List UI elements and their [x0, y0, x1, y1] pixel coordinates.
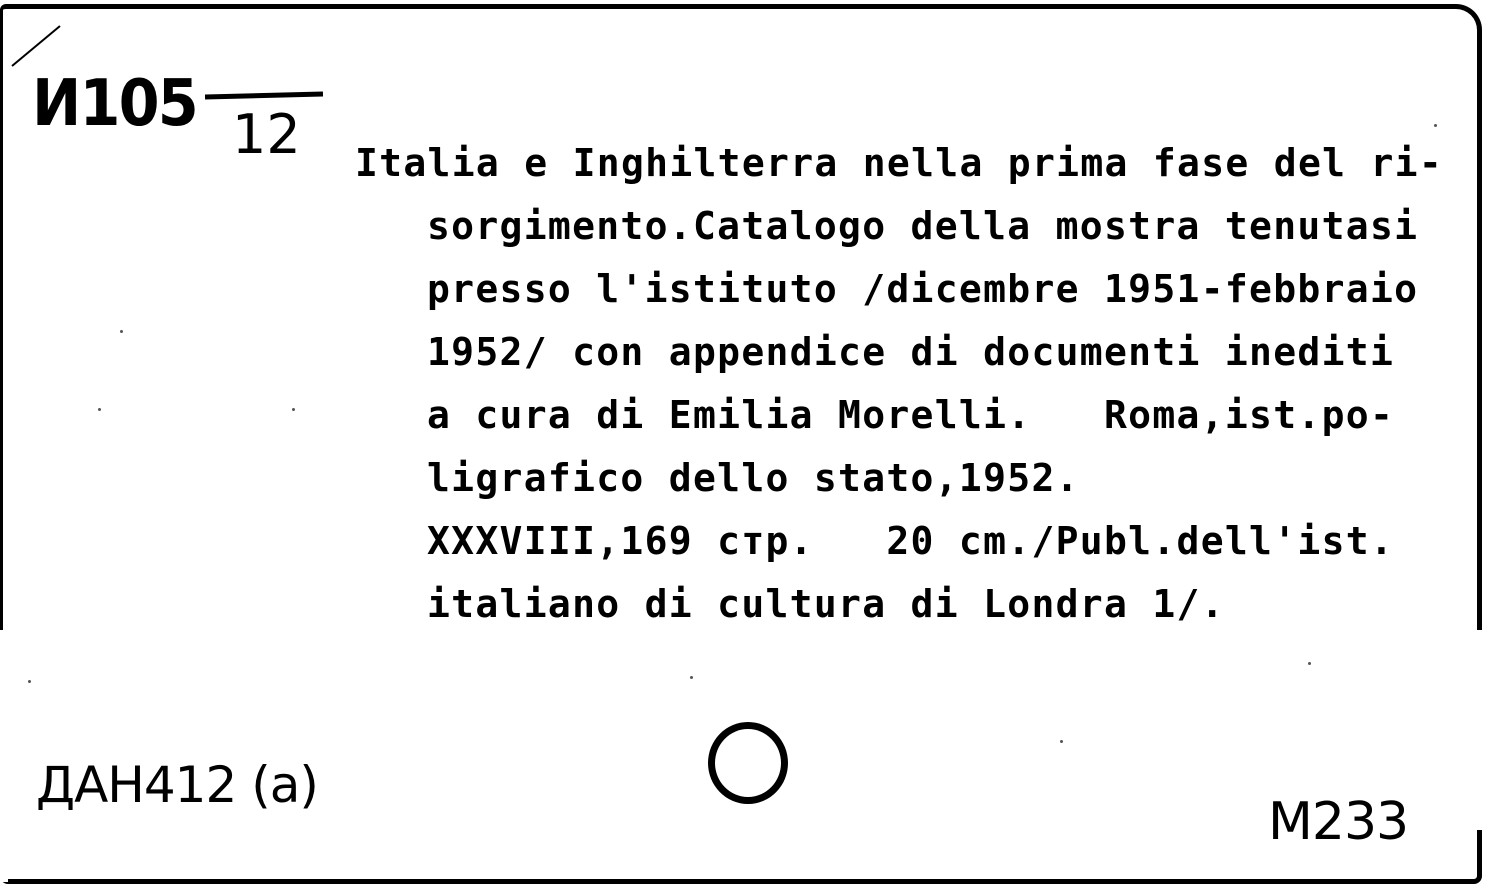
entry-line: italiano di cultura di Londra 1/. — [427, 582, 1225, 626]
scan-speck — [1434, 124, 1437, 127]
entry-line: presso l'istituto /dicembre 1951-febbraio — [427, 267, 1419, 311]
scan-speck — [690, 676, 693, 679]
scan-speck — [28, 680, 31, 683]
card-edge-gap-left — [0, 630, 8, 882]
card-edge-gap-right — [1474, 630, 1484, 830]
entry-line: sorgimento.Catalogo della mostra tenutasi — [427, 204, 1419, 248]
inventory-number: ДАН412 (а) — [36, 756, 318, 814]
catalog-entry — [355, 132, 1465, 636]
scan-speck — [120, 330, 123, 333]
scan-speck — [1308, 662, 1311, 665]
entry-line: XXXVIII,169 cтр. 20 cm./Publ.dell'ist. — [427, 519, 1395, 563]
scan-speck — [98, 408, 101, 411]
shelf-mark: И105 — [32, 67, 197, 141]
m-number: M233 — [1268, 792, 1409, 852]
corner-pencil-mark — [8, 22, 68, 72]
entry-line: a cura di Emilia Morelli. Roma,ist.po- — [427, 393, 1395, 437]
entry-line: Italia e Inghilterra nella prima fase del ri- — [355, 141, 1444, 185]
entry-line: ligrafico dello stato,1952. — [427, 456, 1080, 500]
entry-line: 1952/ con appendice di documenti inediti — [427, 330, 1395, 374]
scan-speck — [292, 408, 295, 411]
shelf-mark-subnumber: 12 — [232, 103, 301, 166]
scan-speck — [1060, 740, 1063, 743]
punch-hole — [708, 722, 788, 804]
